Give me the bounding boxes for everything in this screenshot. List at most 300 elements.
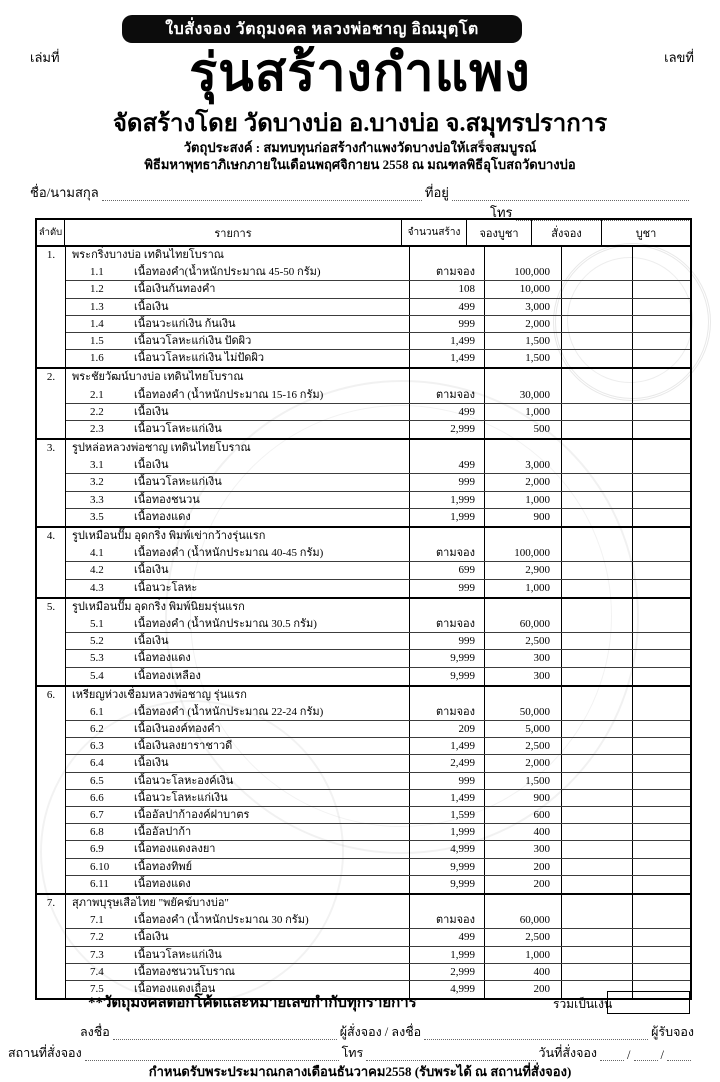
item-number: 1.1 xyxy=(90,266,104,279)
order-amount-cell xyxy=(562,580,633,597)
group-title: พระชัยวัฒน์บางบ่อ เทดินไทยโบราณ xyxy=(72,371,244,384)
order-amount-cell xyxy=(562,721,633,737)
item-name: เนื้อนวะโลหะองค์เงิน xyxy=(134,774,234,787)
order-no-cell xyxy=(37,981,66,998)
bucha-cell xyxy=(633,841,690,857)
order-amount-cell xyxy=(562,790,633,806)
item-cell xyxy=(66,580,410,597)
item-number: 3.3 xyxy=(90,493,104,506)
item-group xyxy=(37,895,690,998)
item-name: เนื้อเงิน xyxy=(134,564,169,577)
item-number: 4.1 xyxy=(90,547,104,560)
table-row xyxy=(37,545,690,562)
date-slash: / xyxy=(627,1048,631,1062)
item-cell xyxy=(66,616,410,632)
order-amount-cell xyxy=(562,299,633,315)
qty-made-cell: 999 xyxy=(410,474,485,490)
item-cell xyxy=(66,333,410,349)
order-amount-cell xyxy=(562,457,633,473)
item-cell xyxy=(66,545,410,561)
item-number: 1.4 xyxy=(90,317,104,330)
bucha-cell xyxy=(633,281,690,297)
item-cell xyxy=(66,704,410,720)
item-name: เนื้อทองชนวน xyxy=(134,493,200,506)
doc-no-label: เลขที่ xyxy=(664,50,694,65)
order-amount-cell xyxy=(562,895,633,912)
table-row xyxy=(37,440,690,457)
order-no-cell xyxy=(37,841,66,858)
qty-made-cell: 209 xyxy=(410,721,485,737)
group-title: รูปเหมือนปั๊ม อุดกริ่ง พิมพ์เข่ากว้างรุ่นแรก xyxy=(72,530,266,542)
reserve-price-cell: 1,500 xyxy=(485,773,562,789)
group-title: รูปหล่อหลวงพ่อชาญ เทดินไทยโบราณ xyxy=(72,442,251,455)
order-no-cell xyxy=(37,704,66,721)
order-amount-cell xyxy=(562,333,633,349)
total-label: รวมเป็นเงิน xyxy=(553,997,613,1011)
item-number: 3.5 xyxy=(90,510,104,523)
signature-row xyxy=(80,1022,694,1042)
item-group xyxy=(37,528,690,599)
table-row xyxy=(37,369,690,386)
qty-made-cell: 1,999 xyxy=(410,509,485,526)
item-cell xyxy=(66,790,410,806)
item-name: เนื้อทองแดง xyxy=(134,510,191,523)
item-number: 6.4 xyxy=(90,757,104,770)
qty-made-cell: ตามจอง xyxy=(410,616,485,632)
reserve-price-cell: 200 xyxy=(485,876,562,893)
bucha-cell xyxy=(633,474,690,490)
order-no-cell xyxy=(37,421,66,438)
table-row xyxy=(37,616,690,633)
item-cell xyxy=(66,509,410,526)
order-amount-cell xyxy=(562,369,633,386)
item-name: เนื้อนวโลหะแก่เงิน ไม่ปัดผิว xyxy=(134,352,265,365)
item-cell xyxy=(66,264,410,280)
name-address-row xyxy=(30,182,692,203)
item-name: เนื้อเงิน xyxy=(134,635,169,648)
group-title: เหรียญห่วงเชื่อมหลวงพ่อชาญ รุ่นแรก xyxy=(72,688,247,701)
order-amount-cell xyxy=(562,616,633,632)
bucha-cell xyxy=(633,440,690,457)
item-number: 1.6 xyxy=(90,352,104,365)
order-no-cell xyxy=(37,859,66,876)
order-amount-cell xyxy=(562,350,633,367)
reserve-price-cell: 400 xyxy=(485,824,562,840)
order-no-cell: 3. xyxy=(37,440,66,457)
page-subtitle: จัดสร้างโดย วัดบางบ่อ อ.บางบ่อ จ.สมุทรปราการ xyxy=(112,111,608,137)
item-name: เนื้อทองชนวนโบราณ xyxy=(134,965,235,978)
order-no-cell xyxy=(37,404,66,421)
qty-made-cell: 999 xyxy=(410,773,485,789)
order-no-cell xyxy=(37,474,66,491)
qty-made-cell xyxy=(410,528,485,545)
item-number: 2.3 xyxy=(90,422,104,435)
order-amount-cell xyxy=(562,687,633,704)
order-no-cell xyxy=(37,299,66,316)
order-amount-cell xyxy=(562,755,633,771)
item-cell xyxy=(66,895,410,912)
order-no-cell xyxy=(37,545,66,562)
qty-made-cell xyxy=(410,247,485,264)
item-cell xyxy=(66,387,410,403)
item-name: เนื้อทองคำ (น้ำหนักประมาณ 15-16 กรัม) xyxy=(134,388,324,401)
item-cell xyxy=(66,440,410,457)
reserve-price-cell: 1,000 xyxy=(485,404,562,420)
reserve-price-cell: 3,000 xyxy=(485,299,562,315)
item-name: เนื้อนวโลหะแก่เงิน xyxy=(134,422,222,435)
qty-made-cell xyxy=(410,599,485,616)
page-title: รุ่นสร้างกำแพง xyxy=(189,45,531,102)
item-cell xyxy=(66,316,410,332)
qty-made-cell: 499 xyxy=(410,929,485,945)
reserve-price-cell: 300 xyxy=(485,841,562,857)
table-row xyxy=(37,773,690,790)
item-group xyxy=(37,599,690,687)
order-amount-cell xyxy=(562,929,633,945)
reserve-price-cell: 2,500 xyxy=(485,738,562,754)
table-row xyxy=(37,668,690,685)
bucha-cell xyxy=(633,350,690,367)
reserve-price-cell: 500 xyxy=(485,421,562,438)
item-group xyxy=(37,687,690,895)
bucha-cell xyxy=(633,299,690,315)
table-row xyxy=(37,790,690,807)
reserve-price-cell xyxy=(485,440,562,457)
reserve-price-cell: 200 xyxy=(485,981,562,998)
bucha-cell xyxy=(633,947,690,963)
table-row xyxy=(37,633,690,650)
group-title: รูปเหมือนปั๊ม อุดกริ่ง พิมพ์นิยมรุ่นแรก xyxy=(72,600,245,613)
item-cell xyxy=(66,281,410,297)
header-qty-made: จำนวนสร้าง xyxy=(402,220,467,245)
reserve-price-cell: 1,000 xyxy=(485,947,562,963)
bucha-cell xyxy=(633,492,690,508)
table-row xyxy=(37,841,690,858)
order-amount-cell xyxy=(562,421,633,438)
order-amount-cell xyxy=(562,545,633,561)
bucha-cell xyxy=(633,457,690,473)
order-no-cell xyxy=(37,509,66,526)
item-number: 6.6 xyxy=(90,791,104,804)
item-number: 6.3 xyxy=(90,740,104,753)
item-name: เนื้อนวะโลหะแก่เงิน xyxy=(134,791,228,804)
order-no-cell xyxy=(37,721,66,738)
item-cell xyxy=(66,807,410,823)
table-row xyxy=(37,687,690,704)
table-row xyxy=(37,755,690,772)
table-row xyxy=(37,299,690,316)
order-no-cell xyxy=(37,281,66,298)
reserve-price-cell: 600 xyxy=(485,807,562,823)
qty-made-cell: 9,999 xyxy=(410,650,485,666)
item-cell xyxy=(66,474,410,490)
item-cell xyxy=(66,404,410,420)
order-amount-cell xyxy=(562,281,633,297)
bucha-cell xyxy=(633,650,690,666)
bucha-cell xyxy=(633,859,690,875)
qty-made-cell xyxy=(410,895,485,912)
reserve-price-cell xyxy=(485,687,562,704)
order-no-cell xyxy=(37,773,66,790)
receiver-sign-fill-line xyxy=(424,1027,648,1040)
header-item: รายการ xyxy=(65,220,402,245)
item-number: 7.1 xyxy=(90,914,104,927)
order-no-cell xyxy=(37,650,66,667)
item-cell xyxy=(66,421,410,438)
bucha-cell xyxy=(633,421,690,438)
bucha-cell xyxy=(633,704,690,720)
bucha-cell xyxy=(633,721,690,737)
bucha-cell xyxy=(633,912,690,928)
date-month-line xyxy=(634,1048,658,1061)
table-row xyxy=(37,509,690,526)
bucha-cell xyxy=(633,807,690,823)
name-label: ชื่อ/นามสกุล xyxy=(30,185,99,200)
reserve-price-cell: 200 xyxy=(485,859,562,875)
table-row xyxy=(37,824,690,841)
order-no-cell xyxy=(37,912,66,929)
order-no-cell xyxy=(37,947,66,964)
order-amount-cell xyxy=(562,633,633,649)
item-cell xyxy=(66,824,410,840)
item-name: เนื้อเงิน xyxy=(134,300,169,313)
orderer-label: ผู้สั่งจอง / ลงชื่อ xyxy=(339,1025,422,1039)
bucha-cell xyxy=(633,264,690,280)
reserve-price-cell: 900 xyxy=(485,509,562,526)
item-cell xyxy=(66,457,410,473)
bucha-cell xyxy=(633,633,690,649)
qty-made-cell: 999 xyxy=(410,580,485,597)
order-no-cell xyxy=(37,616,66,633)
bucha-cell xyxy=(633,369,690,386)
table-row xyxy=(37,721,690,738)
item-cell xyxy=(66,721,410,737)
reserve-price-cell: 2,500 xyxy=(485,929,562,945)
item-name: เนื้อทองคำ (น้ำหนักประมาณ 30.5 กรัม) xyxy=(134,617,317,630)
item-number: 7.5 xyxy=(90,982,104,995)
order-amount-cell xyxy=(562,599,633,616)
item-cell xyxy=(66,247,410,264)
table-row xyxy=(37,528,690,545)
qty-made-cell: 499 xyxy=(410,299,485,315)
order-amount-cell xyxy=(562,528,633,545)
bucha-cell xyxy=(633,824,690,840)
reserve-price-cell: 2,500 xyxy=(485,633,562,649)
bucha-cell xyxy=(633,562,690,578)
order-amount-cell xyxy=(562,387,633,403)
order-no-cell xyxy=(37,492,66,509)
header-bucha: บูชา xyxy=(635,227,657,240)
bucha-cell xyxy=(633,333,690,349)
ceremony-line: พิธีมหาพุทธาภิเษกภายในเดือนพฤศจิกายน 2558 ณ มณฑลพิธีอุโบสถวัดบางบ่อ xyxy=(144,157,576,172)
order-no-cell xyxy=(37,668,66,685)
qty-made-cell: 1,999 xyxy=(410,947,485,963)
table-row xyxy=(37,350,690,367)
phone2-fill-line xyxy=(366,1048,535,1061)
item-cell xyxy=(66,859,410,875)
table-header-row xyxy=(37,220,690,247)
table-row xyxy=(37,457,690,474)
group-title: สุภาพบุรุษเสือไทย "พยัคฆ์บางบ่อ" xyxy=(72,896,229,909)
order-no-cell xyxy=(37,350,66,367)
item-number: 5.1 xyxy=(90,617,104,630)
order-amount-cell xyxy=(562,947,633,963)
item-cell xyxy=(66,350,410,367)
reserve-price-cell: 60,000 xyxy=(485,912,562,928)
item-number: 2.2 xyxy=(90,405,104,418)
reserve-price-cell: 400 xyxy=(485,964,562,980)
reserve-price-cell xyxy=(485,528,562,545)
item-number: 7.4 xyxy=(90,965,104,978)
code-note: **วัตถุมงคลตอกโค้ดและหมายเลขกำกับทุกรายการ xyxy=(88,995,417,1011)
reserve-price-cell: 900 xyxy=(485,790,562,806)
group-title: พระกริ่งบางบ่อ เทดินไทยโบราณ xyxy=(72,249,224,261)
qty-made-cell: 108 xyxy=(410,281,485,297)
item-number: 5.3 xyxy=(90,652,104,665)
qty-made-cell: 1,999 xyxy=(410,492,485,508)
table-row xyxy=(37,704,690,721)
item-number: 6.8 xyxy=(90,826,104,839)
header-banner: ใบสั่งจอง วัตถุมงคล หลวงพ่อชาญ อิณมุตฺโต xyxy=(122,15,522,43)
reserve-price-cell: 1,000 xyxy=(485,580,562,597)
item-name: เนื้อทองเหลือง xyxy=(134,669,201,682)
order-no-cell xyxy=(37,807,66,824)
item-name: เนื้อเงิน xyxy=(134,757,169,770)
order-no-cell xyxy=(37,580,66,597)
qty-made-cell: 2,999 xyxy=(410,421,485,438)
order-amount-cell xyxy=(562,404,633,420)
table-row xyxy=(37,387,690,404)
reserve-price-cell: 2,000 xyxy=(485,474,562,490)
bucha-cell xyxy=(633,790,690,806)
bucha-cell xyxy=(633,929,690,945)
qty-made-cell: 1,599 xyxy=(410,807,485,823)
qty-made-cell: 1,499 xyxy=(410,333,485,349)
order-amount-cell xyxy=(562,841,633,857)
order-amount-cell xyxy=(562,964,633,980)
qty-made-cell: ตามจอง xyxy=(410,387,485,403)
reserve-price-cell: 300 xyxy=(485,668,562,685)
order-no-cell: 4. xyxy=(37,528,66,545)
table-row xyxy=(37,264,690,281)
table-row xyxy=(37,562,690,579)
qty-made-cell: 4,999 xyxy=(410,841,485,857)
bucha-cell xyxy=(633,509,690,526)
item-number: 4.2 xyxy=(90,564,104,577)
order-amount-cell xyxy=(562,912,633,928)
order-amount-cell xyxy=(562,509,633,526)
table-row xyxy=(37,859,690,876)
item-name: เนื้อทองแดงลงยา xyxy=(134,843,216,856)
qty-made-cell: 9,999 xyxy=(410,859,485,875)
order-amount-cell xyxy=(562,704,633,720)
order-no-cell: 1. xyxy=(37,247,66,264)
bucha-cell xyxy=(633,387,690,403)
item-name: เนื้อเงิน xyxy=(134,931,169,944)
table-row xyxy=(37,807,690,824)
qty-made-cell: 499 xyxy=(410,404,485,420)
order-amount-cell xyxy=(562,247,633,264)
date-year-line xyxy=(667,1048,691,1061)
item-number: 2.1 xyxy=(90,388,104,401)
qty-made-cell: ตามจอง xyxy=(410,264,485,280)
item-name: เนื้อทองแดง xyxy=(134,652,191,665)
qty-made-cell: 2,999 xyxy=(410,964,485,980)
reserve-price-cell: 2,900 xyxy=(485,562,562,578)
reserve-price-cell: 1,000 xyxy=(485,492,562,508)
order-amount-cell xyxy=(562,474,633,490)
item-number: 6.9 xyxy=(90,843,104,856)
order-no-cell: 6. xyxy=(37,687,66,704)
item-cell xyxy=(66,773,410,789)
item-name: เนื้อนวโลหะแก่เงิน xyxy=(134,948,222,961)
item-name: เนื้อทองคำ (น้ำหนักประมาณ 40-45 กรัม) xyxy=(134,547,324,560)
bucha-cell xyxy=(633,599,690,616)
item-cell xyxy=(66,755,410,771)
item-cell xyxy=(66,650,410,666)
item-number: 6.7 xyxy=(90,809,104,821)
order-amount-cell xyxy=(562,668,633,685)
item-name: เนื้ออัลปาก้า xyxy=(134,826,192,839)
item-number: 1.5 xyxy=(90,334,104,347)
table-row xyxy=(37,316,690,333)
item-number: 3.1 xyxy=(90,459,104,472)
qty-made-cell: ตามจอง xyxy=(410,912,485,928)
order-no-cell xyxy=(37,929,66,946)
receiver-label: ผู้รับจอง xyxy=(651,1025,695,1039)
item-cell xyxy=(66,964,410,980)
order-amount-cell xyxy=(562,876,633,893)
order-no-cell xyxy=(37,964,66,981)
bucha-cell xyxy=(633,404,690,420)
bucha-cell xyxy=(633,247,690,264)
item-name: เนื้อเงิน xyxy=(134,459,169,472)
qty-made-cell xyxy=(410,440,485,457)
qty-made-cell: 4,999 xyxy=(410,981,485,998)
order-table xyxy=(35,218,692,1000)
item-name: เนื้อนวะแก่เงิน ก้นเงิน xyxy=(134,317,236,330)
item-cell xyxy=(66,299,410,315)
qty-made-cell: ตามจอง xyxy=(410,545,485,561)
item-cell xyxy=(66,947,410,963)
header-order-amount: สั่งจอง xyxy=(532,220,602,245)
item-name: เนื้อทองคำ (น้ำหนักประมาณ 22-24 กรัม) xyxy=(134,705,324,718)
item-number: 1.3 xyxy=(90,300,104,313)
item-name: เนื้อเงิน xyxy=(134,405,169,418)
qty-made-cell: 1,499 xyxy=(410,790,485,806)
order-amount-cell xyxy=(562,650,633,666)
order-no-cell xyxy=(37,316,66,333)
item-cell xyxy=(66,492,410,508)
bucha-cell xyxy=(633,738,690,754)
bucha-cell xyxy=(633,755,690,771)
order-no-cell xyxy=(37,824,66,841)
reserve-price-cell: 3,000 xyxy=(485,457,562,473)
reserve-price-cell: 1,500 xyxy=(485,350,562,367)
reserve-price-cell: 30,000 xyxy=(485,387,562,403)
reserve-price-cell: 60,000 xyxy=(485,616,562,632)
order-amount-cell xyxy=(562,562,633,578)
item-cell xyxy=(66,599,410,616)
bucha-cell xyxy=(633,687,690,704)
item-name: เนื้ออัลปาก้าองค์ฝาบาตร xyxy=(134,809,250,821)
order-amount-cell xyxy=(562,264,633,280)
date-day-line xyxy=(600,1048,624,1061)
order-amount-cell xyxy=(562,738,633,754)
header-reserve-price: จองบูชา xyxy=(467,220,532,245)
qty-made-cell: 9,999 xyxy=(410,668,485,685)
sign-label: ลงชื่อ xyxy=(80,1025,110,1039)
